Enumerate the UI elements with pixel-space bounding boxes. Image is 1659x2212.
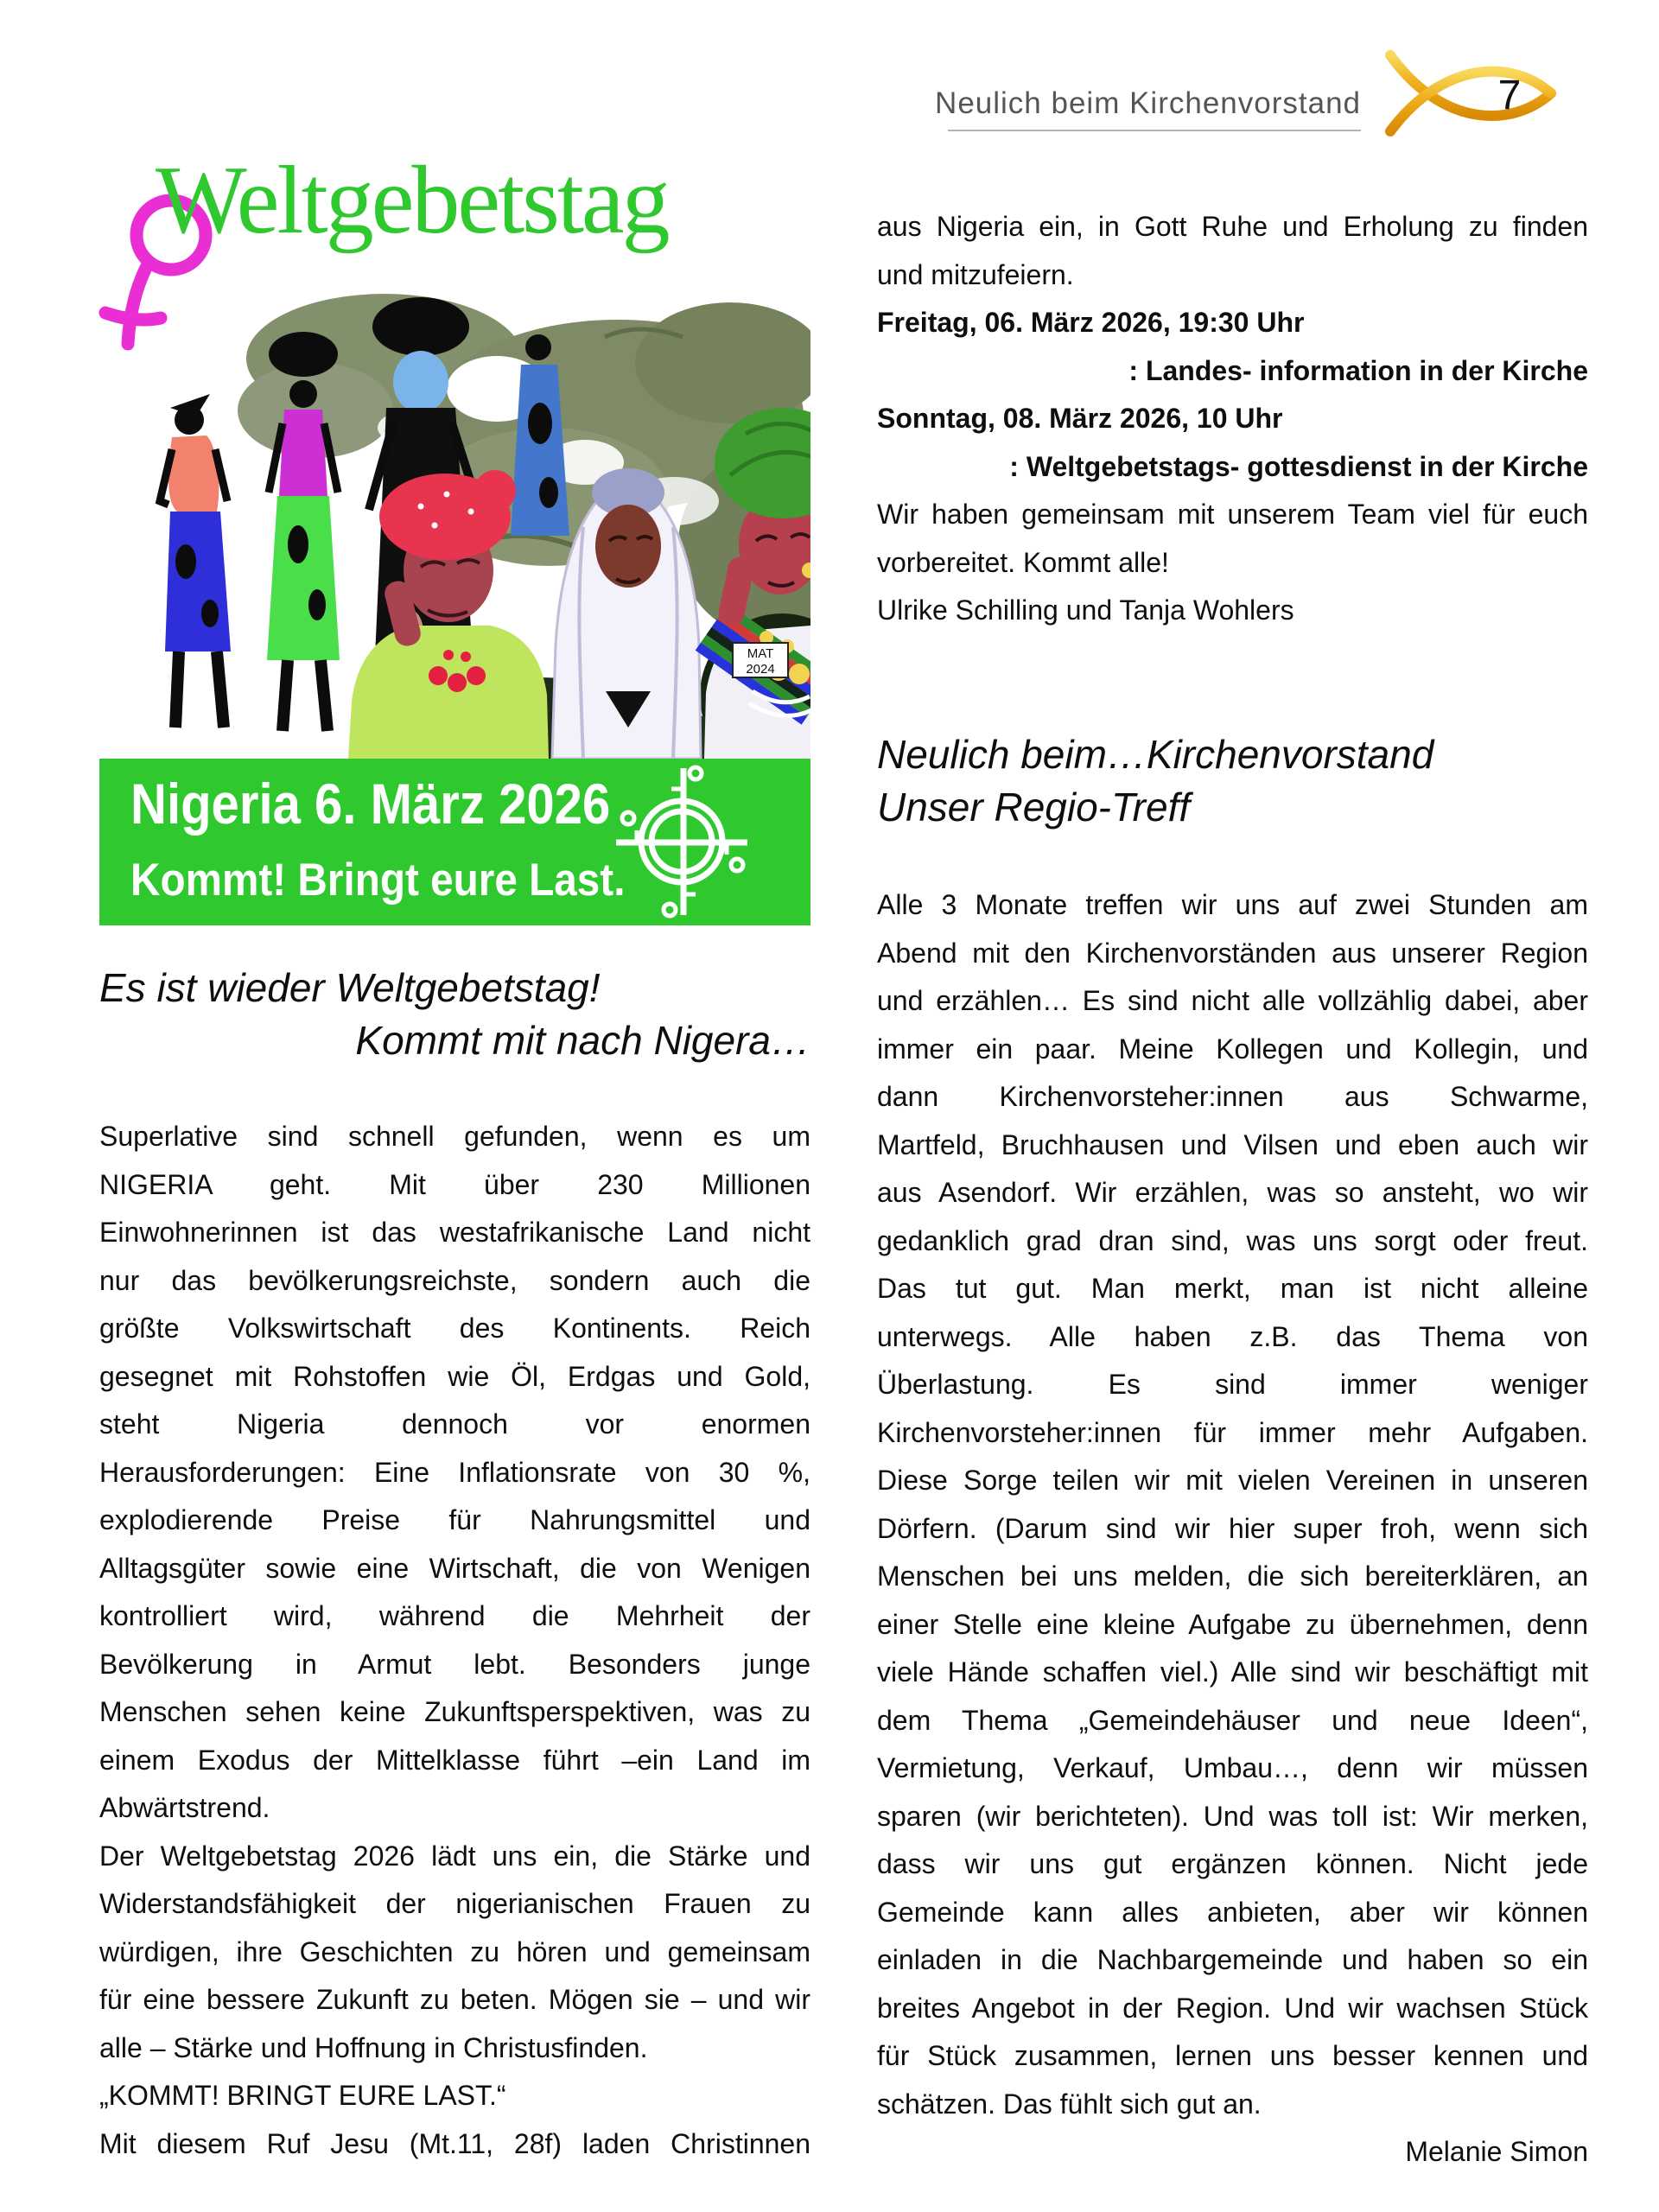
text-line: Einwohnerinnen ist das westafrikanische Land nicht <box>99 1217 810 1248</box>
text-line: Abend mit den Kirchenvorständen aus unserer Region <box>877 937 1588 969</box>
text-line: schätzen. Das fühlt sich gut an. <box>877 2088 1262 2120</box>
text-line: Sonntag, 08. März 2026, 10 Uhr <box>877 403 1283 434</box>
text-line: viele Hände schaffen viel.) Alle sind wir beschäftigt mit <box>877 1656 1588 1688</box>
text-line: Herausforderungen: Eine Inflationsrate von 30 %, <box>99 1456 810 1488</box>
text-line: sparen (wir berichteten). Und was toll ist: Wir merken, <box>877 1800 1588 1832</box>
text-line: dann Kirchenvorsteher:innen aus Schwarme, <box>877 1081 1588 1112</box>
text-line: Widerstandsfähigkeit der nigerianischen Frauen zu <box>99 1888 810 1919</box>
page-number-fish <box>1378 41 1564 147</box>
section-heading-line1: Neulich beim…Kirchenvorstand <box>877 732 1434 777</box>
right-body-text <box>877 881 1588 2177</box>
intro-heading-line1: Es ist wieder Weltgebetstag! <box>99 965 601 1010</box>
text-line: unterwegs. Alle haben z.B. das Thema von <box>877 1320 1588 1352</box>
text-line: für eine bessere Zukunft zu beten. Mögen sie – und wir <box>99 1984 810 2015</box>
text-line: Freitag, 06. März 2026, 19:30 Uhr <box>877 307 1305 338</box>
text-line: : Weltgebetstags- gottesdienst in der Kirche <box>1009 450 1588 482</box>
banner-title: Nigeria 6. März 2026 <box>130 772 611 836</box>
text-line: größte Volkswirtschaft des Kontinents. Reich <box>99 1313 810 1344</box>
text-line: Abwärtstrend. <box>99 1792 270 1823</box>
text-line: Wir haben gemeinsam mit unserem Team viel für euch <box>877 499 1588 530</box>
svg-text:2024: 2024 <box>746 662 775 677</box>
text-line: aus Nigeria ein, in Gott Ruhe und Erholung zu finden <box>877 211 1588 242</box>
text-line: Dörfern. (Darum sind wir hier super froh, wenn sich <box>877 1512 1588 1544</box>
event-banner <box>99 759 810 925</box>
text-line: kontrolliert wird, während die Mehrheit der <box>99 1600 810 1631</box>
text-line: explodierende Preise für Nahrungsmittel und <box>99 1504 810 1535</box>
text-line: Martfeld, Bruchhausen und Vilsen und eben auch wir <box>877 1128 1588 1160</box>
text-line: steht Nigeria dennoch vor enormen <box>99 1408 810 1440</box>
text-line: nur das bevölkerungsreichste, sondern auch die <box>99 1264 810 1296</box>
text-line: dem Thema „Gemeindehäuser und neue Ideen“, <box>877 1704 1588 1736</box>
text-line: Vermietung, Verkauf, Umbau…, denn wir müssen <box>877 1752 1588 1783</box>
worlddayofprayer-cross-icon <box>611 763 753 921</box>
text-line: dass wir uns gut ergänzen können. Nicht jede <box>877 1848 1588 1879</box>
text-line: Der Weltgebetstag 2026 lädt uns ein, die Stärke und <box>99 1840 810 1872</box>
page-number: 7 <box>1497 73 1522 118</box>
text-line: Überlastung. Es sind immer weniger <box>877 1369 1588 1400</box>
text-line: Alle 3 Monate treffen wir uns auf zwei Stunden am <box>877 889 1588 920</box>
text-line: und erzählen… Es sind nicht alle vollzählig dabei, aber <box>877 985 1588 1016</box>
text-line: Alltagsgüter sowie eine Wirtschaft, die von Wenigen <box>99 1552 810 1584</box>
worldday-intro-heading <box>99 962 810 1067</box>
text-line: gedanklich grad dran sind, was uns sorgt oder freut. <box>877 1224 1588 1256</box>
text-line: breites Angebot in der Region. Und wir wachsen Stück <box>877 1992 1588 2024</box>
text-line: Ulrike Schilling und Tanja Wohlers <box>877 594 1294 626</box>
section-heading-line2: Unser Regio-Treff <box>877 785 1191 830</box>
intro-heading-line2: Kommt mit nach Nigera… <box>355 1018 810 1063</box>
artist-signature <box>733 643 788 677</box>
text-line: Mit diesem Ruf Jesu (Mt.11, 28f) laden Christinnen <box>99 2127 810 2159</box>
text-line: : Landes- information in der Kirche <box>1128 354 1588 386</box>
text-line: würdigen, ihre Geschichten zu hören und gemeinsam <box>99 1936 810 1967</box>
text-line: Diese Sorge teilen wir mit vielen Vereinen in unseren <box>877 1465 1588 1496</box>
text-line: einer Stelle eine kleine Aufgabe zu übernehmen, denn <box>877 1608 1588 1640</box>
header-rule <box>948 130 1361 131</box>
text-line: Bevölkerung in Armut lebt. Besonders junge <box>99 1648 810 1680</box>
text-line: „KOMMT! BRINGT EURE LAST.“ <box>99 2080 506 2111</box>
text-line: Melanie Simon <box>1405 2136 1588 2167</box>
ichthys-icon <box>1378 41 1564 147</box>
text-line: Superlative sind schnell gefunden, wenn es um <box>99 1121 810 1152</box>
text-line: Menschen sehen keine Zukunftsperspektiven, was zu <box>99 1696 810 1727</box>
right-intro-text <box>877 203 1588 635</box>
text-line: Gemeinde kann alles anbieten, aber wir können <box>877 1896 1588 1928</box>
text-line: einladen in die Nachbargemeinde und haben so ein <box>877 1944 1588 1975</box>
svg-text:MAT: MAT <box>747 646 774 661</box>
text-line: NIGERIA geht. Mit über 230 Millionen <box>99 1168 810 1200</box>
text-line: vorbereitet. Kommt alle! <box>877 546 1169 578</box>
text-line: Menschen bei uns melden, die sich bereiterklären, an <box>877 1560 1588 1592</box>
worldday-title: Weltgebetstag <box>156 147 668 254</box>
text-line: immer ein paar. Meine Kollegen und Kollegin, und <box>877 1033 1588 1065</box>
text-line: und mitzufeiern. <box>877 258 1074 290</box>
text-line: Das tut gut. Man merkt, man ist nicht alleine <box>877 1273 1588 1304</box>
cover-illustration <box>99 285 810 759</box>
text-line: einem Exodus der Mittelklasse führt –ein Land im <box>99 1744 810 1776</box>
text-line: für Stück zusammen, lernen uns besser kennen und <box>877 2040 1588 2071</box>
regio-treff-heading <box>877 728 1588 834</box>
text-line: alle – Stärke und Hoffnung in Christusfinden. <box>99 2031 648 2063</box>
text-line: aus Asendorf. Wir erzählen, was so ansteht, wo wir <box>877 1177 1588 1208</box>
left-body-text <box>99 1113 810 2168</box>
text-line: gesegnet mit Rohstoffen wie Öl, Erdgas und Gold, <box>99 1360 810 1392</box>
text-line: Kirchenvorsteher:innen für immer mehr Aufgaben. <box>877 1416 1588 1448</box>
banner-subtitle: Kommt! Bringt eure Last. <box>130 855 626 906</box>
running-head-title: Neulich beim Kirchenvorstand <box>935 86 1361 120</box>
